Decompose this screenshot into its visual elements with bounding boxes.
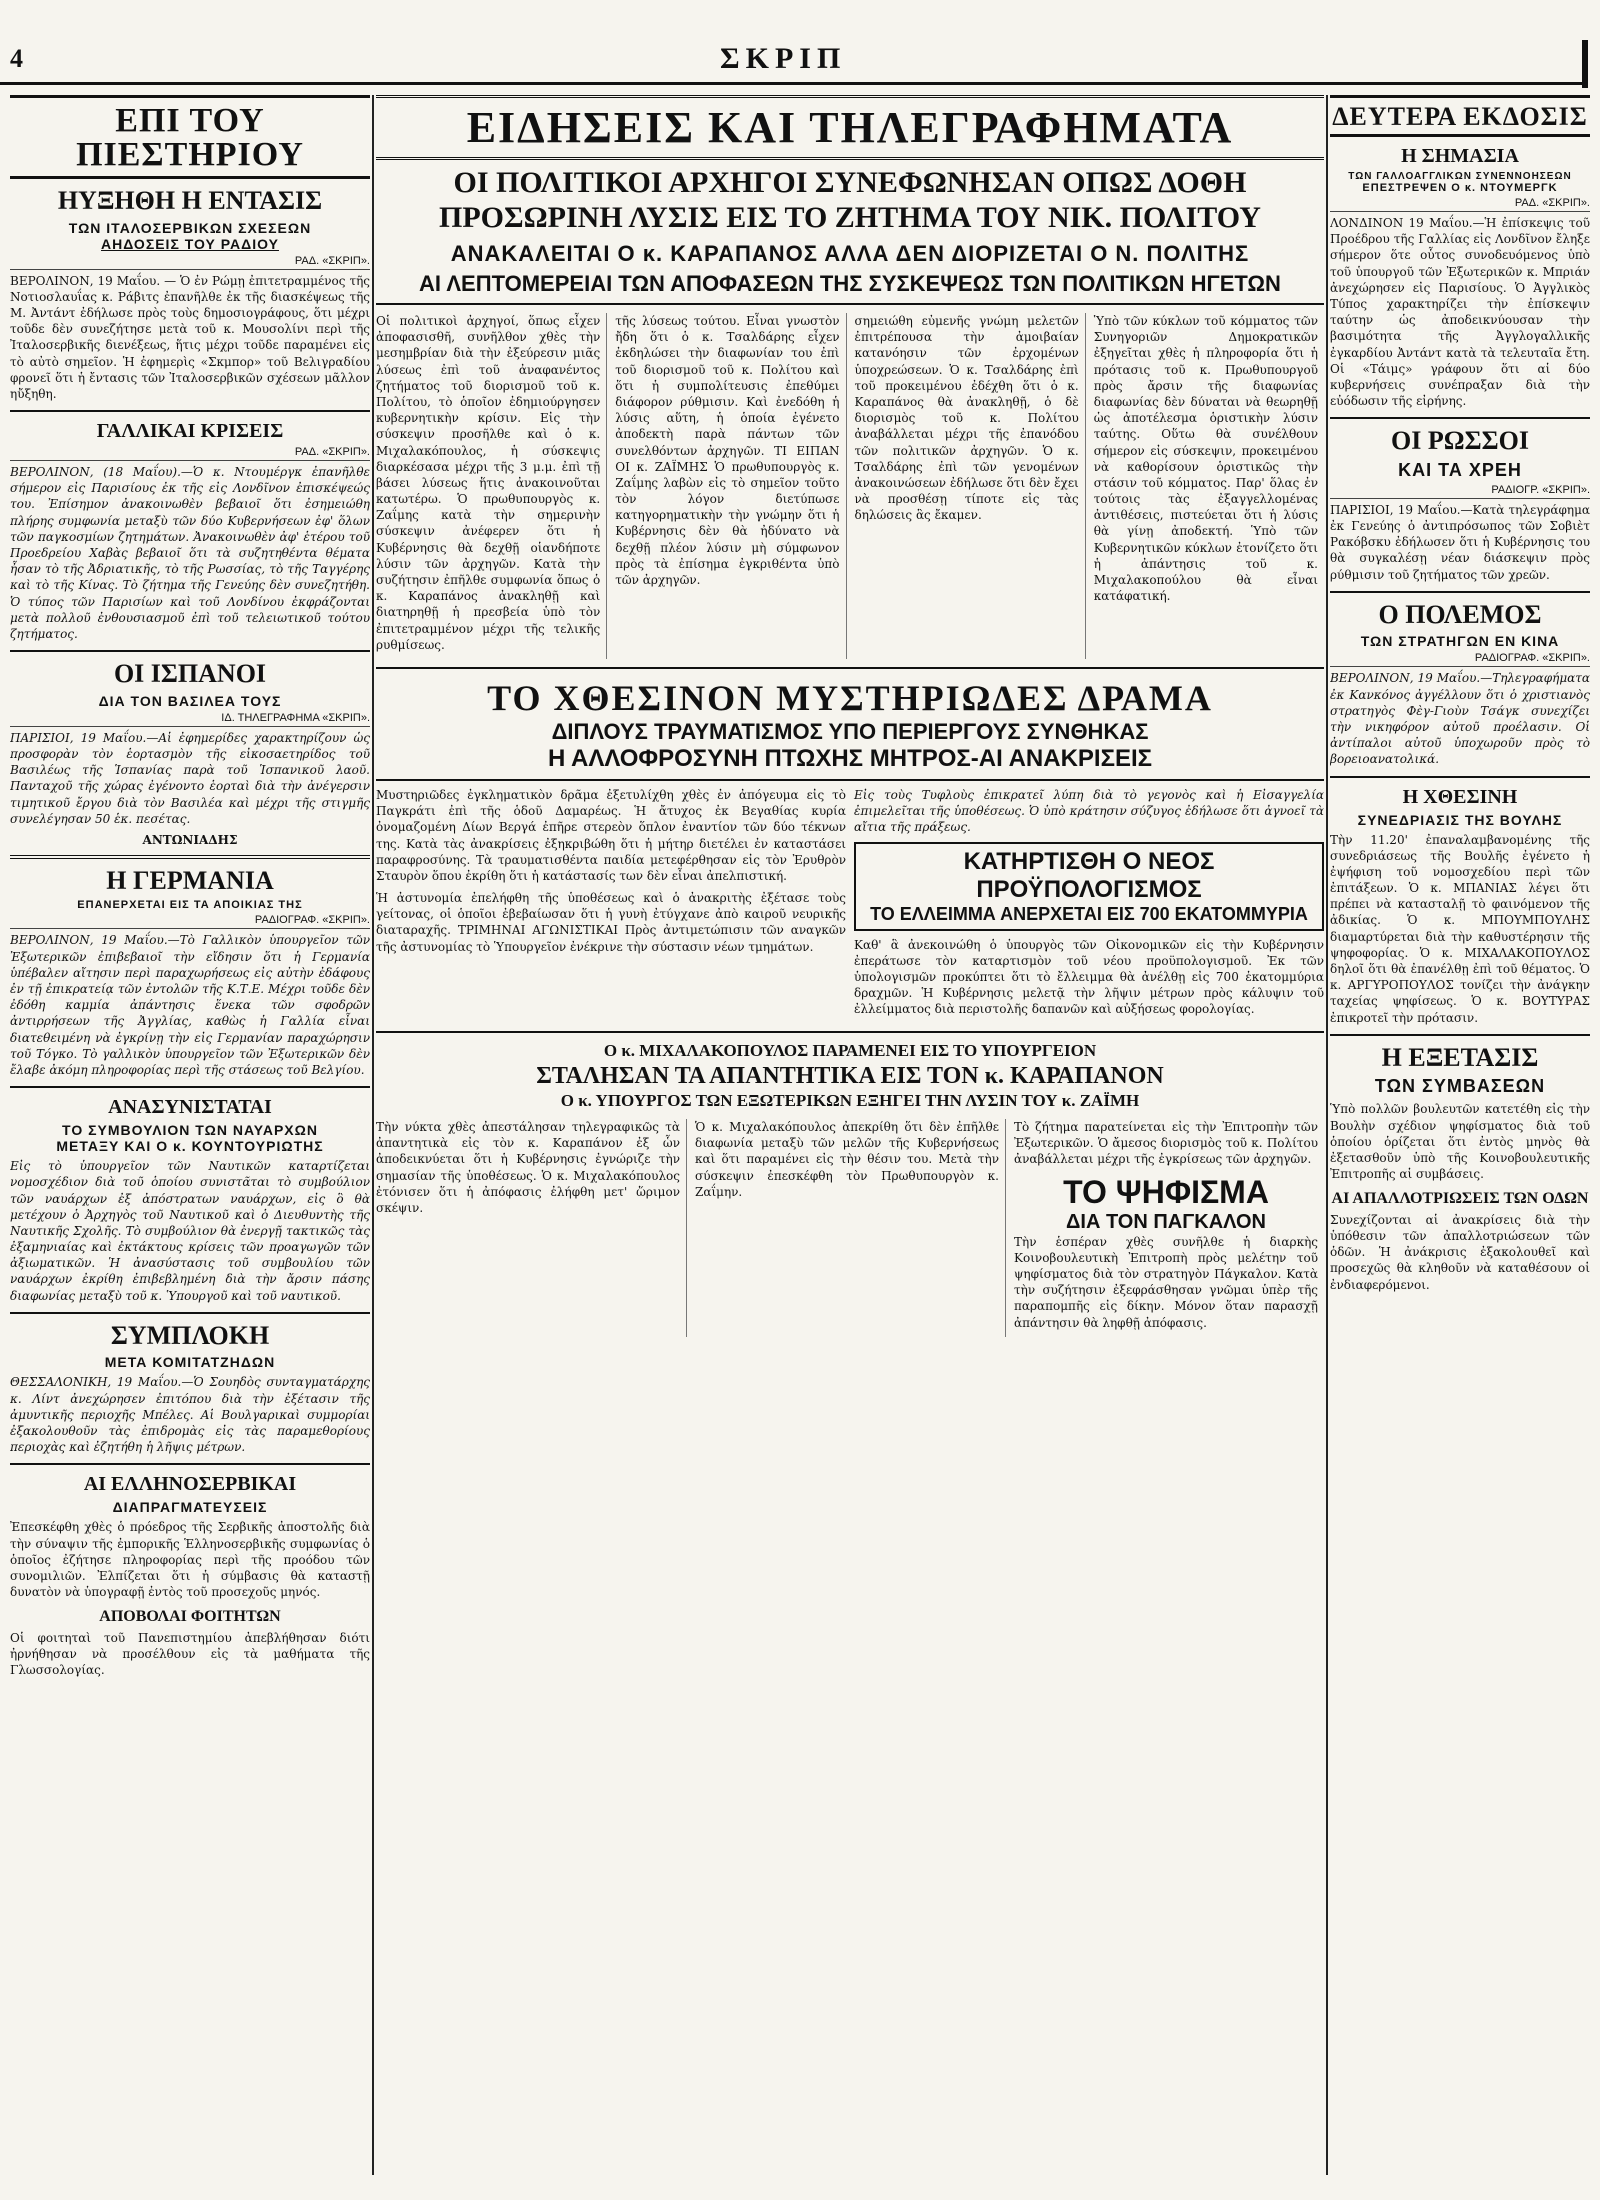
article-body: Ἡ ἀστυνομία ἐπελήφθη τῆς ὑποθέσεως καὶ ὁ ἀνακριτὴς ἐξέτασε τοὺς γείτονας, οἱ ὁποῖοι ἐβεβαίωσαν ὅτι ἡ γυνὴ ἐτύγχανε ἀπὸ καιροῦ νευρικῆς διαταραχῆς. ΤΡΙΜΗΝΑΙ ΑΓΩΝΙΣΤΙΚΑΙ Πρὸς ἀντιμετώπισιν τῶν αναγκῶν τῆς ἀστυνομίας τὸ Ὑπουργεῖον ἐνέκρινε τὴν σύστασιν νέων τμημάτων. xyxy=(376,891,846,954)
page-number: 4 xyxy=(10,44,23,73)
author-signature: ΑΝΤΩΝΙΑΔΗΣ xyxy=(142,832,238,847)
separator xyxy=(1330,417,1590,419)
column-divider xyxy=(372,95,374,2175)
article-body: ΠΑΡΙΣΙΟΙ, 19 Μαΐου.—Κατὰ τηλεγράφημα ἐκ Γενεύης ὁ ἀντιπρόσωπος τῶν Σοβιὲτ Ρακόβσκυ ἐδήλωσεν ὅτι ἡ Κυβέρνησις του θὰ συγκαλέσῃ νέαν διάσκεψιν πρὸς ρύθμισιν τοῦ ζητήματος τῶν χρεῶν. xyxy=(1330,502,1590,582)
headline: ΤΟ ΨΗΦΙΣΜΑ xyxy=(1063,1173,1269,1210)
headline: ΑΙ ΕΛΛΗΝΟΣΕΡΒΙΚΑΙ xyxy=(83,1473,297,1496)
subheadline: ΕΠΕΣΤΡΕΨΕΝ Ο κ. ΝΤΟΥΜΕΡΓΚ xyxy=(1362,182,1558,194)
headline: Η ΕΞΕΤΑΣΙΣ xyxy=(1381,1042,1539,1072)
budget-headline: ΚΑΤΗΡΤΙΣΘΗ Ο ΝΕΟΣ ΠΡΟΫΠΟΛΟΓΙΣΜΟΣ xyxy=(963,847,1215,903)
article-body: Ἐπεσκέφθη χθὲς ὁ πρόεδρος τῆς Σερβικῆς ἀποστολῆς διὰ τὴν σύναψιν τῆς ἐμπορικῆς Ἑλληνοσερβικῆς συμφωνίας ὁ ὁποῖος ἐζήτησε πληροφορίας περὶ τῆς προόδου τῶν συνομιλιῶν. Ἐλπίζεται ὅτι ἡ σύμβασις θὰ καταστῇ δυνατὸν νὰ ὑπογραφῇ ἐντὸς τοῦ προσεχοῦς μηνός. xyxy=(10,1520,370,1600)
subheadline: ΕΠΑΝΕΡΧΕΤΑΙ ΕΙΣ ΤΑ ΑΠΟΙΚΙΑΣ ΤΗΣ xyxy=(77,899,303,912)
lead-subheadline: ΑΝΑΚΑΛΕΙΤΑΙ Ο κ. ΚΑΡΑΠΑΝΟΣ ΑΛΛΑ ΔΕΝ ΔΙΟΡΙΖΕΤΑΙ Ο Ν. ΠΟΛΙΤΗΣ xyxy=(450,241,1250,266)
article-body: Συνεχίζονται αἱ ἀνακρίσεις διὰ τὴν ὑπόθεσιν τῶν ἀπαλλοτριώσεων τῶν ὁδῶν. Ἡ ἀνάκρισις ἐξακολουθεῖ καὶ προσεχῶς θὰ κληθοῦν νὰ καταθέσουν οἱ ἐνδιαφερόμενοι. xyxy=(1330,1212,1590,1292)
separator xyxy=(1330,1034,1590,1036)
separator xyxy=(1330,776,1590,778)
headline: Η ΓΕΡΜΑΝΙΑ xyxy=(106,865,274,895)
lead-subheadline: ΑΙ ΛΕΠΤΟΜΕΡΕΙΑΙ ΤΩΝ ΑΠΟΦΑΣΕΩΝ ΤΗΣ ΣΥΣΚΕΨΕΩΣ ΤΩΝ ΠΟΛΙΤΙΚΩΝ ΗΓΕΤΩΝ xyxy=(376,271,1324,305)
subheadline: ΤΩΝ ΣΥΜΒΑΣΕΩΝ xyxy=(1374,1076,1546,1097)
article-body: Εἰς τὸ ὑπουργεῖον τῶν Ναυτικῶν καταρτίζεται νομοσχέδιον διὰ τοῦ ὁποίου συνιστᾶται τὸ συμβούλιον τῶν ναυάρχων ἐξ ἀπόστρατων ναυάρχων, εἰς ὃ θὰ μετέχουν ὁ Ἀρχηγὸς τοῦ Ναυτικοῦ καὶ ὁ Διευθυντὴς τῆς Ναυτικῆς Σχολῆς. Τὸ συμβούλιον θὰ ἐνεργῇ τακτικῶς τὰς ἐξαμηνιαίας καὶ ἐκτάκτους κρίσεις τῶν προαγωγῶν τῶν ἀξιωματικῶν. Ἡ ἀνασύστασις τοῦ συμβουλίου τῶν ναυάρχων ἐκρίθη ἐπιβεβλημένη διὰ τὴν ἄρσιν πάσης διαφωνίας μεταξὺ τοῦ κ. Ὑπουργοῦ καὶ τοῦ ναυτικοῦ. xyxy=(10,1159,370,1303)
article-body: Τὴν νύκτα χθὲς ἀπεστάλησαν τηλεγραφικῶς τὰ ἀπαντητικὰ εἰς τὸν κ. Καραπάνον ἐξ ὧν ἀποδεικνύεται ὅτι ἡ Κυβέρνησις ἐγνώριζε τὴν σημασίαν τῆς ὑποθέσεως. Ὁ κ. Μιχαλακόπουλος ἐτόνισεν ὅτι ἡ ἀπόφασις ἐλήφθη μετ' ὥριμον σκέψιν. xyxy=(376,1120,680,1215)
headline: ΑΝΑΣΥΝΙΣΤΑΤΑΙ xyxy=(108,1096,272,1119)
article-body: ΠΑΡΙΣΙΟΙ, 19 Μαΐου.—Αἱ ἐφημερίδες χαρακτηρίζουν ὡς προσφορὰν τὸν ἑορτασμὸν τῆς εἰκοσαετηρίδος τοῦ Βασιλέως τῆς Ἱσπανίας παρὰ τοῦ Ἱσπανικοῦ λαοῦ. Πανταχοῦ τῆς χώρας ἐγένοντο ἑορταὶ διὰ τὴν ἀνέγερσιν τιμητικοῦ ἔργου διὰ τὸν Βασιλέα καὶ μέχρι τῆς στιγμῆς συνελέγησαν 50 ἑκ. πεσέτας. xyxy=(10,730,370,826)
headline: Ο κ. ΥΠΟΥΡΓΟΣ ΤΩΝ ΕΞΩΤΕΡΙΚΩΝ ΕΞΗΓΕΙ ΤΗΝ ΛΥΣΙΝ ΤΟΥ κ. ΖΑΪΜΗ xyxy=(560,1090,1140,1110)
headline: ΟΙ ΙΣΠΑΝΟΙ xyxy=(113,659,267,689)
separator xyxy=(10,1086,370,1088)
article-body: Ὑπὸ τῶν κύκλων τοῦ κόμματος τῶν Συνηγοριῶν Δημοκρατικῶν ἐξηγεῖται χθὲς ἡ πληροφορία ὅτι ἡ πρότασις τοῦ κ. Πρωθυπουργοῦ πρὸς ἄρσιν τῆς διαφωνίας διαφωνίας δὲν δύναται νὰ θεωρηθῇ ὡς ἀποτέλεσμα ὁριστικὴν λύσιν ταύτης. Οὕτω θὰ συνέλθουν σήμερον εἰς σύσκεψιν, προκειμένου νὰ καθορίσουν ὁριστικῶς τὴν στάσιν τοῦ κόμματος. Παρ' ὅλας ἐν τούτοις τὰς ἐξαγγελλομένας ἀντιθέσεις, πιστεύεται ὅτι ἡ λύσις θὰ γίνῃ ἀποδεκτή. Ὑπὸ τῶν Κυβερνητικῶν κύκλων ἐτονίζετο ὅτι ἡ ἀπάντησις τοῦ κ. Μιχαλακοπούλου θὰ εἶναι κατάφατική. xyxy=(1093,314,1318,604)
subheadline: ΑΗΔΟΣΕΙΣ ΤΟΥ ΡΑΔΙΟΥ xyxy=(101,235,279,252)
article-body: Οἱ πολιτικοὶ ἀρχηγοί, ὅπως εἶχεν ἀποφασισθῆ, συνῆλθον χθὲς τὴν μεσημβρίαν διὰ τὴν ἐξεύρεσιν μιᾶς λύσεως ἐπὶ τοῦ ἀναφανέντος ζητήματος τοῦ διορισμοῦ τοῦ κ. Πολίτου, τὸ ὁποῖον ἐδημιούργησεν κυβερνητικὴν κρίσιν. Εἰς τὴν σύσκεψιν προσῆλθε καὶ ὁ κ. Μιχαλακόπουλος, ἡ σύσκεψις διαρκέσασα μέχρι τῆς 3 μ.μ. ἐπὶ τῇ βάσει λύσεως ἥτις ἀνακοινοῦται κατωτέρω. Ὁ πρωθυπουργὸς κ. Ζαΐμης κατὰ τὴν σημερινὴν σύσκεψιν ἀνέφερεν ὅτι ἡ Κυβέρνησις θὰ δεχθῇ οἱανδήποτε λύσιν τῶν ἀρχηγῶν. Κατὰ τὴν συζήτησιν ἐπῆλθε συμφωνία ὅπως ὁ κ. Καραπάνος ἀνακληθῇ καὶ διατηρηθῇ ἡ πρεσβεία ὑπὸ τὸν ἐπιτετραμμένον μέχρι τῆς τελικῆς ρυθμίσεως. xyxy=(376,314,601,652)
lead-headline: ΟΙ ΠΟΛΙΤΙΚΟΙ ΑΡΧΗΓΟΙ ΣΥΝΕΦΩΝΗΣΑΝ ΟΠΩΣ ΔΟΘΗ ΠΡΟΣΩΡΙΝΗ ΛΥΣΙΣ ΕΙΣ ΤΟ ΖΗΤΗΜΑ ΤΟΥ ΝΙΚ. ΠΟΛΙΤΟΥ xyxy=(439,166,1261,234)
right-column xyxy=(1330,95,1590,2175)
headline: ΑΠΟΒΟΛΑΙ ΦΟΙΤΗΤΩΝ xyxy=(99,1608,281,1626)
subheadline: ΤΟ ΣΥΜΒΟΥΛΙΟΝ ΤΩΝ ΝΑΥΑΡΧΩΝ xyxy=(62,1122,318,1139)
article-body: ΛΟΝΔΙΝΟΝ 19 Μαΐου.—Ἡ ἐπίσκεψις τοῦ Προέδρου τῆς Γαλλίας εἰς Λονδῖνον ἔληξε σήμερον ὅτε οὗτος συνοδευόμενος ὑπὸ τοῦ ὑπουργοῦ τῶν Ἐξωτερικῶν κ. Μπριάν ἀνεχώρησεν εἰς Παρισίους. Ὁ Ἀγγλικὸς Τύπος χαρακτηρίζει τὴν ἐπίσκεψιν ταύτην ὡς ἀποδεικνύουσαν τὴν βασιμότητα τῆς Ἀγγλογαλλικῆς ἐγκαρδίου Ἀντάντ κατὰ τὰ τελευταῖα ἔτη. Οἱ «Τάιμς» γράφουν ὅτι αἱ δύο κυβερνήσεις συνέπραξαν διὰ τὴν εὐόδωσιν τῆς εἰρήνης. xyxy=(1330,216,1590,409)
left-column xyxy=(10,95,370,2175)
article-body: Ὑπὸ πολλῶν βουλευτῶν κατετέθη εἰς τὴν Βουλὴν σχέδιον ψηφίσματος διὰ τοῦ ὁποίου ὁρίζεται ὅτι ἐντὸς μηνὸς θὰ ἐξετασθοῦν ὑπὸ τῆς Κοινοβουλευτικῆς Ἐπιτροπῆς αἱ συμβάσεις. xyxy=(1330,1102,1590,1182)
separator xyxy=(10,1463,370,1465)
budget-box xyxy=(854,842,1324,931)
article-body: τῆς λύσεως τούτου. Εἶναι γνωστὸν ἤδη ὅτι ὁ κ. Τσαλδάρης εἶχεν ἐκδηλώσει τὴν διαφωνίαν του ἐπὶ τοῦ διορισμοῦ τοῦ κ. Πολίτου καὶ ὅτι ἡ συμπολίτευσις ἐπεθύμει διάφορον ρύθμισιν. Καὶ ἐνεδόθη ἡ λύσις αὕτη, ἡ ὁποία ἐγένετο ἀποδεκτὴ παρὰ πάντων τῶν συνελθόντων ἀρχηγῶν. ΤΙ ΕΙΠΑΝ ΟΙ κ. ΖΑΪΜΗΣ Ὁ πρωθυπουργὸς κ. Ζαΐμης λαβὼν εἰς τὸ σημεῖον τοῦτο τὸν λόγον διετύπωσε κατηγορηματικὴν τὴν γνώμην ὅτι ἡ Κυβέρνησις δὲν θὰ ἠδύνατο νὰ δεχθῇ πλέον λύσιν μὴ σύμφωνον πρὸς τὰ ἐπίσημα ἐγκριθέντα ὑπὸ τῶν ἀρχηγῶν. xyxy=(615,314,840,587)
column-divider xyxy=(1326,95,1328,2175)
drama-article xyxy=(376,787,1324,1024)
article-body: σημειώθη εὐμενῆς γνώμη μελετῶν ἐπιτρέπουσα τὴν ἀμοιβαίαν κατανόησιν τῶν ἐρχομένων ὑποχρεώσεων. Ὁ κ. Τσαλδάρης ἐπὶ τοῦ προκειμένου ἐδέχθη ὅτι ὁ κ. Καραπάνος θὰ ἀνακληθῇ, ὁ δὲ διορισμὸς τοῦ κ. Πολίτου ἀναβάλλεται μέχρι τῆς ἐπανόδου τῶν πολιτικῶν ἀρχηγῶν. Ὁ κ. Τσαλδάρης ἐπὶ τῶν γενομένων ἀνακοινώσεων ἐδήλωσε ὅτι δὲν ἔχει νὰ προσθέσῃ τίποτε εἰς τὰς δηλώσεις ἃς ἔκαμεν. xyxy=(854,314,1079,523)
headline: ΤΟ ΧΘΕΣΙΝΟΝ ΜΥΣΤΗΡΙΩΔΕΣ ΔΡΑΜΑ xyxy=(487,677,1213,718)
masthead xyxy=(0,40,1600,88)
subheadline: ΔΙΑ ΤΟΝ ΠΑΓΚΑΛΟΝ xyxy=(1066,1210,1266,1233)
section-flag-press: ΕΠΙ ΤΟΥ ΠΙΕΣΤΗΡΙΟΥ xyxy=(10,95,370,179)
article-body: Τὸ ζήτημα παρατείνεται εἰς τὴν Ἐπιτροπὴν τῶν Ἐξωτερικῶν. Ὁ ἄμεσος διορισμὸς τοῦ κ. Πολίτου ἀναβάλλεται μέχρι τῆς ἐγκρίσεως τῶν ἀρχηγῶν. xyxy=(1014,1120,1318,1167)
wire-credit: ΡΑΔ. «ΣΚΡΙΠ». xyxy=(10,446,370,461)
headline: ΟΙ ΡΩΣΣΟΙ xyxy=(1391,426,1529,456)
headline: Η ΧΘΕΣΙΝΗ xyxy=(1402,785,1518,808)
wire-credit: ΡΑΔ. «ΣΚΡΙΠ». xyxy=(1330,197,1590,212)
article-body: Ὁ κ. Μιχαλακόπουλος ἀπεκρίθη ὅτι δὲν ἐπῆλθε διαφωνία μεταξὺ τῶν μελῶν τῆς Κυβερνήσεως καὶ ὅτι παραμένει εἰς τὴν θέσιν του. Μετὰ τὴν σύσκεψιν ἐπεσκέφθη τὸν Πρωθυπουργὸν κ. Ζαΐμην. xyxy=(695,1120,999,1199)
subheadline: ΔΙΠΛΟΥΣ ΤΡΑΥΜΑΤΙΣΜΟΣ ΥΠΟ ΠΕΡΙΕΡΓΟΥΣ ΣΥΝΘΗΚΑΣ xyxy=(551,718,1149,744)
article-body: ΒΕΡΟΛΙΝΟΝ, (18 Μαΐου).—Ὁ κ. Ντουμέργκ ἐπανῆλθε σήμερον εἰς Παρισίους ἐκ τῆς εἰς Λονδῖνον ἐπισκέψεώς του. Ἐπίσημον ἀνακοινωθὲν βεβαιοῖ ὅτι ἐσημειώθη πλήρης συμφωνία μεταξὺ τῶν δύο Κυβερνήσεων ἐφ' ὅλων τῶν παγκοσμίων ζητημάτων. Ἀνακοινωθὲν ἀφ' ἑτέρου τοῦ Προεδρείου Χαβὰς βεβαιοῖ ὅτι τὰ συζητηθέντα θέματα ἦσαν τὸ τῆς Ἀδριατικῆς, τὸ τῆς Ρωσσίας, τὸ τῆς Ταγγέρης καὶ τὸ τῆς Κίνας. Τὸ ζήτημα τῆς Γενεύης δὲν συνεζητήθη. Ὁ τύπος τῶν Παρισίων καὶ τοῦ Λονδίνου ἐκφράζονται μετὰ πολλοῦ ἐνθουσιασμοῦ ἐπὶ τοῦ τελειωτικοῦ τούτου ζητήματος. xyxy=(10,465,370,641)
section-flag-second-edition: ΔΕΥΤΕΡΑ ΕΚΔΟΣΙΣ xyxy=(1330,95,1590,137)
subheadline: ΤΩΝ ΓΑΛΛΟΑΓΓΛΙΚΩΝ ΣΥΝΕΝΝΟΗΣΕΩΝ xyxy=(1348,171,1572,182)
separator xyxy=(10,650,370,652)
subheadline: ΣΥΝΕΔΡΙΑΣΙΣ ΤΗΣ ΒΟΥΛΗΣ xyxy=(1357,811,1563,828)
paper-name: ΣΚΡΙΠ xyxy=(720,42,847,75)
wire-credit: ΡΑΔΙΟΓΡ. «ΣΚΡΙΠ». xyxy=(1330,484,1590,499)
article-body: Μυστηριῶδες ἐγκληματικὸν δρᾶμα ἐξετυλίχθη χθὲς ἐν ἀπόγευμα εἰς τὸ Παγκράτι ἐπὶ τῆς ὁδοῦ Δαμαρέως. Ἡ ἄτυχος ἐκ Βεγαθίας κυρία ὀνομαζομένη Δίων Βεργά ἐπῆρε στερεὸν ὅπλον ἐναντίον τῶν δύο τέκνων της. Κατὰ τὰς ἀνακρίσεις ἐξηκριβώθη ὅτι ἡ μήτηρ διετέλει ἐν καταστάσει παραφροσύνης. Τὰ τραυματισθέντα παιδία μετεφέρθησαν εἰς τὸν Ἐρυθρὸν Σταυρὸν ὅπου ἐκρίθη ὅτι ἡ κατάστασίς των δὲν εἶναι ἀπελπιστική. xyxy=(376,787,846,883)
wire-credit: ΡΑΔΙΟΓΡΑΦ. «ΣΚΡΙΠ». xyxy=(1330,652,1590,667)
section-flag-news: ΕΙΔΗΣΕΙΣ ΚΑΙ ΤΗΛΕΓΡΑΦΗΜΑΤΑ xyxy=(376,95,1324,160)
main-section xyxy=(376,95,1324,2175)
wire-credit: ΙΔ. ΤΗΛΕΓΡΑΦΗΜΑ «ΣΚΡΙΠ». xyxy=(10,712,370,727)
wire-credit: ΡΑΔΙΟΓΡΑΦ. «ΣΚΡΙΠ». xyxy=(10,914,370,929)
article-body: ΒΕΡΟΛΙΝΟΝ, 19 Μαΐου. — Ὁ ἐν Ρώμῃ ἐπιτετραμμένος τῆς Νοτιοσλαυΐας κ. Ράβιτς ἐπανῆλθε ἐκ τῆς διασκέψεως τῆς Μ. Ἀντάντ ἐδήλωσε πρὸς τοὺς δημοσιογράφους, ὅτι μέχρι τοῦδε δὲν συνεζήτησε μετὰ τοῦ κ. Μουσολίνι περὶ τῆς Ἰταλοσερβικῆς διενέξεως, ἥτις μέχρι τοῦδε παραμένει εἰς τὸ αὐτὸ σημεῖον. Ἡ ἐφημερὶς «Σκμπορ» τοῦ Βελιγραδίου φρονεῖ ὅτι ἡ ἔντασις τῶν Ἰταλοσερβικῶν σχέσεων μᾶλλον ηὔξηθη. xyxy=(10,273,370,401)
article-body: Τὴν 11.20' ἐπαναλαμβανομένης τῆς συνεδριάσεως τῆς Βουλῆς ἐγένετο ἡ ἐψήφιση τοῦ νομοσχεδίου περὶ τῶν ἐπιτάξεων. Ὁ κ. ΜΠΑΝΙΑΣ λέγει ὅτι πρέπει νὰ κατασταλῇ τὸ φαινόμενον τῆς ἀδικίας. Ὁ κ. ΜΠΟΥΜΠΟΥΛΗΣ διαμαρτύρεται διὰ τὴν καθυστέρησιν τῆς ψηφοφορίας. Ὁ κ. ΜΙΧΑΛΑΚΟΠΟΥΛΟΣ δηλοῖ ὅτι θὰ ἐπανέλθῃ ἐπὶ τοῦ θέματος. Ὁ κ. ΑΡΓΥΡΟΠΟΥΛΟΣ τονίζει τὴν ἀνάγκην ταχείας ψηφίσεως. Ὁ κ. ΒΟΥΤΥΡΑΣ ἐπικροτεῖ τὴν πρότασιν. xyxy=(1330,832,1590,1025)
article-body: Καθ' ἃ ἀνεκοινώθη ὁ ὑπουργὸς τῶν Οἰκονομικῶν εἰς τὴν Κυβέρνησιν ἐπεράτωσε τὸν καταρτισμὸν τοῦ νέου προϋπολογισμοῦ. Ἐκ τῶν ὑπολογισμῶν προκύπτει ὅτι τὸ ἔλλειμμα θὰ ἀνέλθῃ εἰς 700 ἑκατομμύρια δραχμῶν. Ἡ Κυβέρνησις μελετᾷ τὴν λῆψιν μέτρων πρὸς κάλυψιν τοῦ ἐλλείμματος διὰ περιστολῆς δαπανῶν καὶ αὐξήσεως φορολογίας. xyxy=(854,937,1324,1017)
budget-subheadline: ΤΟ ΕΛΛΕΙΜΜΑ ΑΝΕΡΧΕΤΑΙ ΕΙΣ 700 ΕΚΑΤΟΜΜΥΡΙΑ xyxy=(870,903,1308,924)
headline: Ο κ. ΜΙΧΑΛΑΚΟΠΟΥΛΟΣ ΠΑΡΑΜΕΝΕΙ ΕΙΣ ΤΟ ΥΠΟΥΡΓΕΙΟΝ xyxy=(603,1041,1097,1061)
headline: ΣΤΑΛΗΣΑΝ ΤΑ ΑΠΑΝΤΗΤΙΚΑ ΕΙΣ ΤΟΝ κ. ΚΑΡΑΠΑΝΟΝ xyxy=(536,1062,1164,1089)
subheadline: Η ΑΛΛΟΦΡΟΣΥΝΗ ΠΤΩΧΗΣ ΜΗΤΡΟΣ-ΑΙ ΑΝΑΚΡΙΣΕΙΣ xyxy=(376,745,1324,781)
subheadline: ΜΕΤΑΞΥ ΚΑΙ Ο κ. ΚΟΥΝΤΟΥΡΙΩΤΗΣ xyxy=(56,1138,324,1155)
subheadline: ΔΙΑ ΤΟΝ ΒΑΣΙΛΕΑ ΤΟΥΣ xyxy=(98,692,282,709)
separator xyxy=(10,410,370,412)
article-body: ΒΕΡΟΛΙΝΟΝ, 19 Μαΐου.—Τηλεγραφήματα ἐκ Κανκόνος ἀγγέλλουν ὅτι ὁ χριστιανὸς στρατηγὸς Φὲγ-Γιοὺν Τσάγκ συνεχίζει τὴν νικηφόρον αὐτοῦ προέλασιν. Οἱ ἀντίπαλοι αὐτοῦ ὑποχωροῦν πρὸς τὸ βορειοανατολικά. xyxy=(1330,671,1590,767)
ministry-article xyxy=(376,1119,1324,1337)
headline: ΑΙ ΑΠΑΛΛΟΤΡΙΩΣΕΙΣ ΤΩΝ ΟΔΩΝ xyxy=(1331,1190,1589,1208)
subheadline: ΚΑΙ ΤΑ ΧΡΕΗ xyxy=(1398,459,1522,480)
headline: ΣΥΜΠΛΟΚΗ xyxy=(110,1320,270,1350)
separator xyxy=(10,1312,370,1314)
subheadline: ΤΩΝ ΙΤΑΛΟΣΕΡΒΙΚΩΝ ΣΧΕΣΕΩΝ xyxy=(68,219,312,236)
corner-mark xyxy=(1582,40,1588,88)
separator xyxy=(376,667,1324,669)
subheadline: ΔΙΑΠΡΑΓΜΑΤΕΥΣΕΙΣ xyxy=(112,1499,268,1516)
wire-credit: ΡΑΔ. «ΣΚΡΙΠ». xyxy=(10,255,370,270)
subheadline: ΜΕΤΑ ΚΟΜΙΤΑΤΖΗΔΩΝ xyxy=(104,1354,276,1371)
article-body: ΘΕΣΣΑΛΟΝΙΚΗ, 19 Μαΐου.—Ὁ Σουηδὸς συνταγματάρχης κ. Λίντ ἀνεχώρησεν ἐπιτόπου διὰ τὴν ἐξέτασιν τῆς ἀμυντικῆς περιοχῆς Μπέλες. Αἱ Βουλγαρικαὶ συμμορίαι ἐξακολουθοῦν τὰς ἐπιδρομὰς εἰς τὰς παραμεθορίους περιοχὰς καὶ ἐζητήθη ἡ λῆψις μέτρων. xyxy=(10,1375,370,1455)
article-body: Εἰς τοὺς Τυφλοὺς ἐπικρατεῖ λύπη διὰ τὸ γεγονὸς καὶ ἡ Εἰσαγγελία ἐπιμελεῖται τῆς ὑποθέσεως. Ὁ ὑπὸ κράτησιν σύζυγος ἐδήλωσε ὅτι ἀγνοεῖ τὰ αἴτια τῆς πράξεως. xyxy=(854,787,1324,835)
separator xyxy=(1330,591,1590,593)
subheadline: ΤΩΝ ΣΤΡΑΤΗΓΩΝ ΕΝ ΚΙΝΑ xyxy=(1360,633,1560,650)
masthead-rule xyxy=(0,82,1588,85)
lead-article xyxy=(376,313,1324,659)
separator xyxy=(376,1031,1324,1033)
headline: ΗΥΞΗΘΗ Η ΕΝΤΑΣΙΣ xyxy=(57,186,323,215)
separator xyxy=(10,855,370,859)
article-body: ΒΕΡΟΛΙΝΟΝ, 19 Μαΐου.—Τὸ Γαλλικὸν ὑπουργεῖον τῶν Ἐξωτερικῶν ἐπιβεβαιοῖ τὴν εἴδησιν ὅτι ἡ Γερμανία ὑπέβαλεν αἴτησιν περὶ παραχωρήσεως εἰς αὐτὴν ἐδάφους ἐν τῇ ἐπικρατείᾳ τῶν ἐντολῶν τῆς Κ.Τ.Ε. Μέχρι τοῦδε δὲν ἐδόθη καμμία ἀπάντησις ἕνεκα τῶν σφοδρῶν ἀντιρρήσεων τῆς Ἀγγλίας, καθὼς ἡ Γαλλία εἶναι διατεθειμένη νὰ ἐγκρίνῃ τὴν εἰς Γερμανίαν παραχώρησιν τοῦ Τόγκο. Τὸ γαλλικὸν ὑπουργεῖον τῶν Ἐξωτερικῶν δὲν ἔλαβε ἀκόμη πληροφορίας περὶ τῆς στάσεως τοῦ Βελγίου. xyxy=(10,933,370,1077)
article-body: Οἱ φοιτηταὶ τοῦ Πανεπιστημίου ἀπεβλήθησαν διότι ἠρνήθησαν νὰ προσέλθουν εἰς τὰ μαθήματα τῆς Γλωσσολογίας. xyxy=(10,1630,370,1678)
article-body: Τὴν ἑσπέραν χθὲς συνῆλθε ἡ διαρκὴς Κοινοβουλευτικὴ Ἐπιτροπὴ πρὸς μελέτην τοῦ ψηφίσματος διὰ τὸν στρατηγὸν Πάγκαλον. Κατὰ τὴν συζήτησιν ἐξεφράσθησαν γνῶμαι ὑπὲρ τῆς παραπομπῆς εἰς δίκην. Μόνον ὅταν παρασχῇ ἀπάντησιν θὰ ληφθῇ ἀπόφασις. xyxy=(1014,1234,1318,1330)
headline: Η ΣΗΜΑΣΙΑ xyxy=(1401,145,1519,167)
headline: ΓΑΛΛΙΚΑΙ ΚΡΙΣΕΙΣ xyxy=(96,420,284,443)
headline: Ο ΠΟΛΕΜΟΣ xyxy=(1378,599,1542,629)
